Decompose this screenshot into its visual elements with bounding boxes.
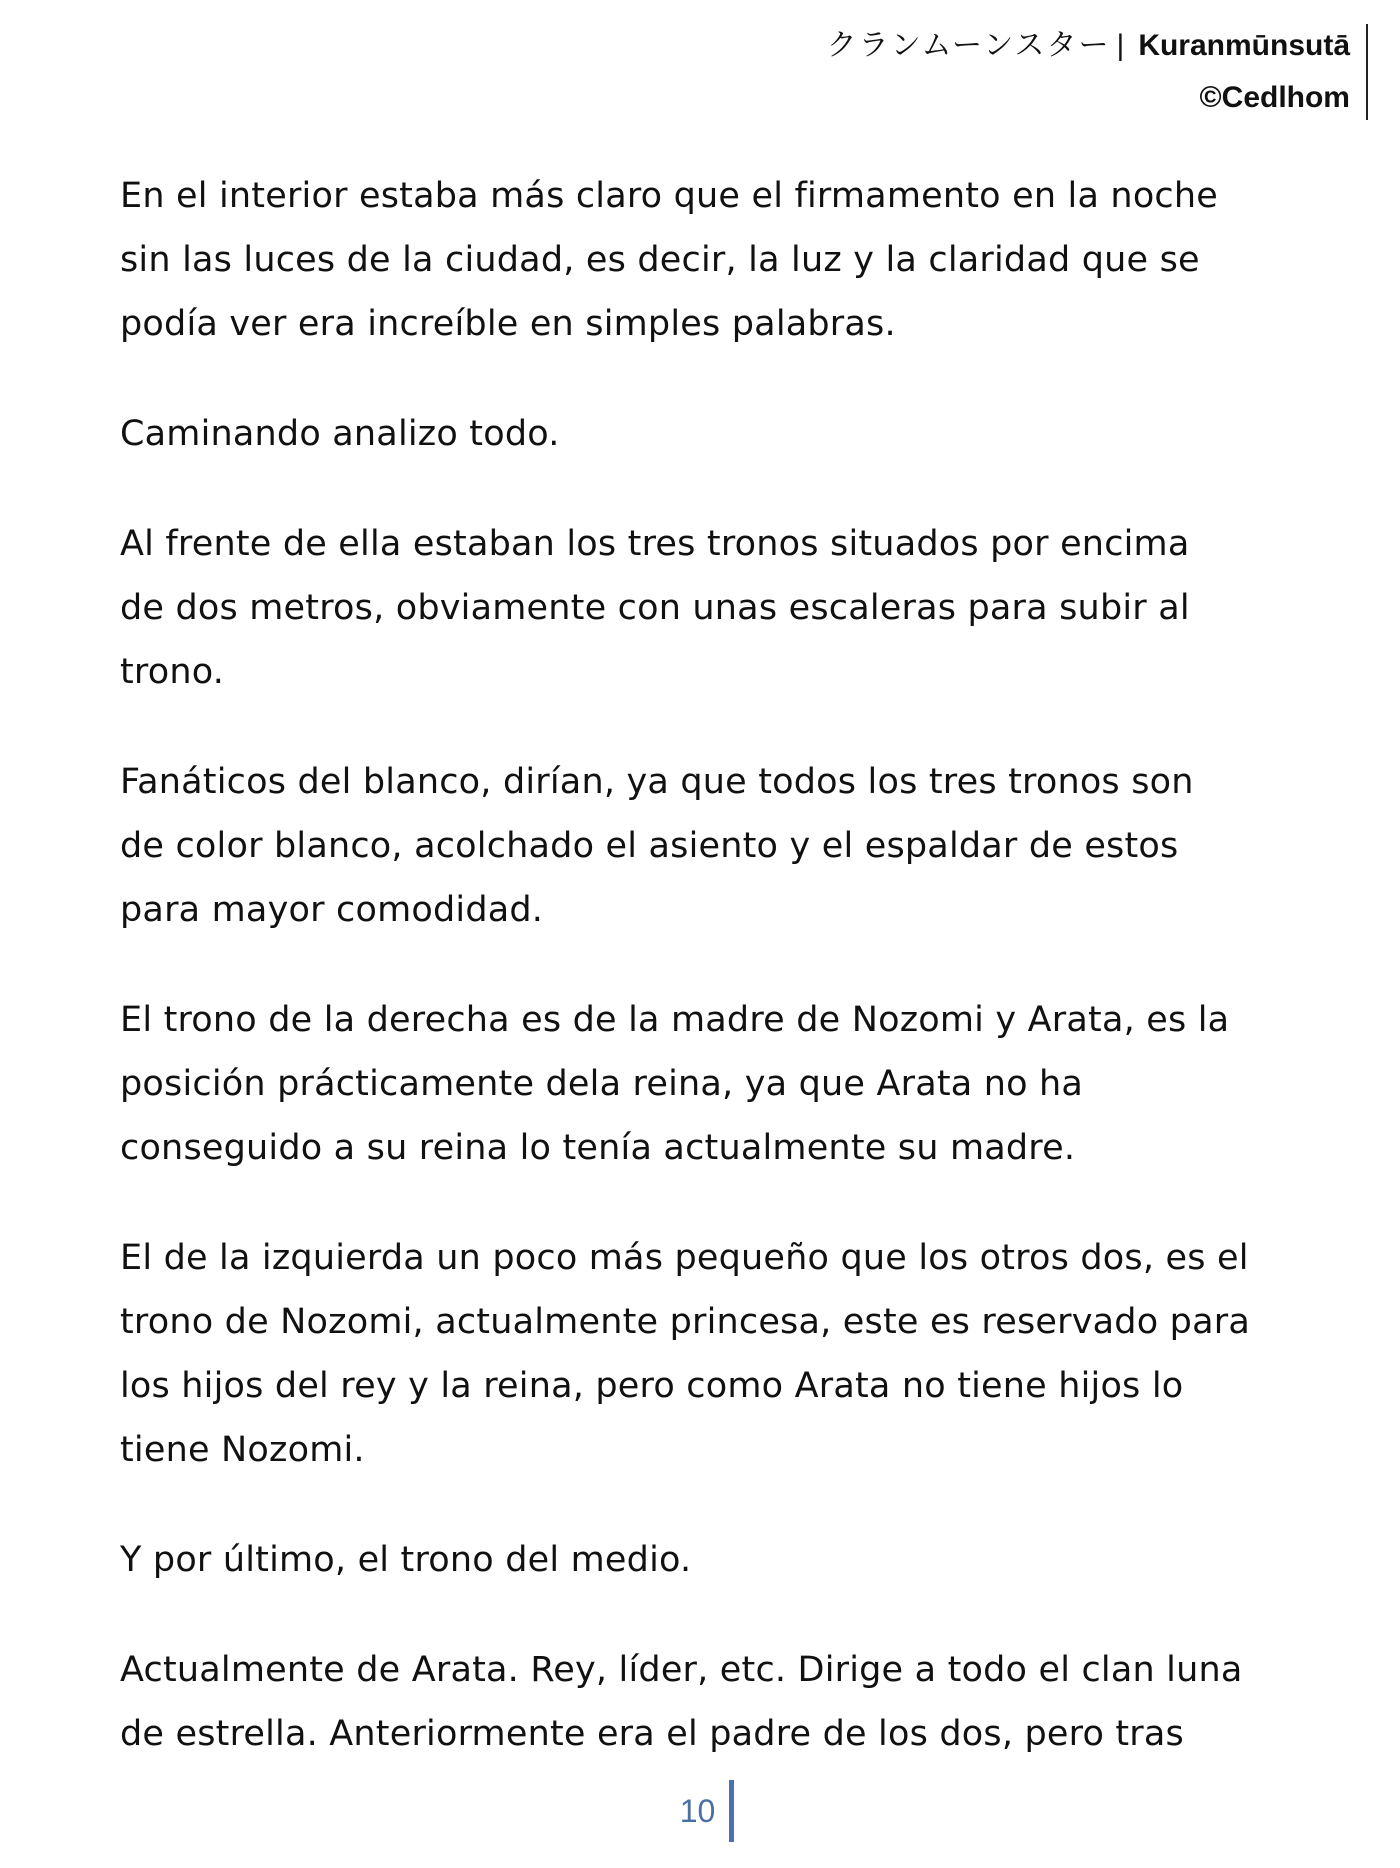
- paragraph-line: de color blanco, acolchado el asiento y el espaldar de estos: [120, 826, 1179, 866]
- paragraph: [120, 750, 1320, 942]
- header-text-block: [827, 24, 1366, 120]
- paragraph-line: El de la izquierda un poco más pequeño que los otros dos, es el: [120, 1238, 1249, 1278]
- paragraph: [120, 988, 1320, 1180]
- header-separator: |: [1116, 29, 1125, 62]
- paragraph-line: de dos metros, obviamente con unas escaleras para subir al: [120, 588, 1190, 628]
- paragraph: [120, 512, 1320, 704]
- paragraph-line: Caminando analizo todo.: [120, 414, 560, 454]
- paragraph-line: de estrella. Anteriormente era el padre de los dos, pero tras: [120, 1714, 1184, 1754]
- paragraph-line: para mayor comodidad.: [120, 890, 544, 930]
- paragraph-line: sin las luces de la ciudad, es decir, la luz y la claridad que se: [120, 240, 1200, 280]
- paragraph-line: tiene Nozomi.: [120, 1430, 365, 1470]
- paragraph-line: trono.: [120, 652, 225, 692]
- paragraph: [120, 1638, 1320, 1766]
- header-romanized-title: Kuranmūnsutā: [1138, 29, 1350, 62]
- body-text: [120, 164, 1320, 1766]
- page-number: 10: [679, 1792, 716, 1829]
- paragraph-line: podía ver era increíble en simples palabras.: [120, 304, 896, 344]
- paragraph-line: los hijos del rey y la reina, pero como Arata no tiene hijos lo: [120, 1366, 1184, 1406]
- paragraph-line: Fanáticos del blanco, dirían, ya que todos los tres tronos son: [120, 762, 1194, 802]
- page-number-rule: [729, 1780, 734, 1842]
- paragraph-line: En el interior estaba más claro que el firmamento en la noche: [120, 176, 1218, 216]
- header-copyright: ©Cedlhom: [1199, 81, 1350, 114]
- paragraph: [120, 402, 1320, 466]
- paragraph: [120, 164, 1320, 356]
- paragraph-line: Al frente de ella estaban los tres tronos situados por encima: [120, 524, 1190, 564]
- paragraph-line: conseguido a su reina lo tenía actualmente su madre.: [120, 1128, 1076, 1168]
- paragraph-line: El trono de la derecha es de la madre de Nozomi y Arata, es la: [120, 1000, 1230, 1040]
- paragraph: [120, 1226, 1320, 1482]
- page-footer: [0, 1783, 1400, 1839]
- paragraph-line: trono de Nozomi, actualmente princesa, este es reservado para: [120, 1302, 1250, 1342]
- paragraph: [120, 1528, 1320, 1592]
- page-header: [827, 24, 1368, 120]
- paragraph-line: Y por último, el trono del medio.: [120, 1540, 692, 1580]
- paragraph-line: Actualmente de Arata. Rey, líder, etc. Dirige a todo el clan luna: [120, 1650, 1243, 1690]
- header-vertical-rule: [1366, 24, 1368, 120]
- header-japanese-title: クランムーンスター: [826, 28, 1111, 63]
- header-title-line: [827, 24, 1350, 68]
- paragraph-line: posición prácticamente dela reina, ya que Arata no ha: [120, 1064, 1084, 1104]
